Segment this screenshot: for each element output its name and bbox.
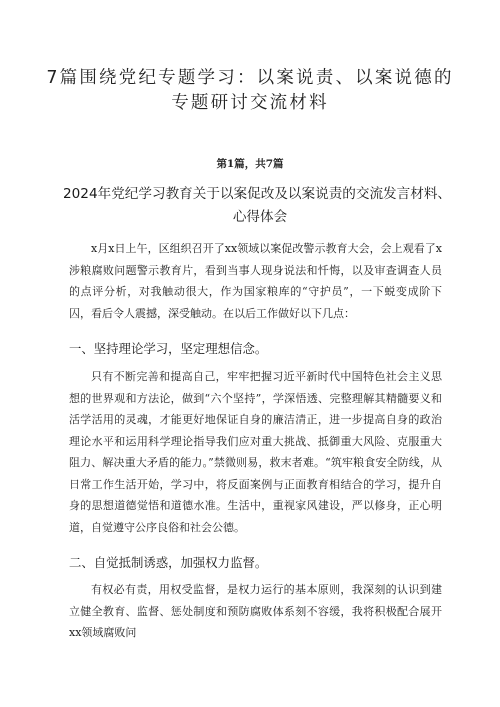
document-title: 7篇围绕党纪专题学习：以案说责、以案说德的专题研讨交流材料 <box>46 68 454 113</box>
paragraph-3: 有权必有责，用权受监督，是权力运行的基本原则，我深刻的认识到建立健全教育、监督、惩处制度和预防腐败体系刻不容缓，我将积极配合展开xx领域腐败问 <box>69 583 442 639</box>
section-title-line-1: 2024年党纪学习教育关于以案促改及以案说责的交流发言材料、 <box>63 186 452 202</box>
heading-1: 一、坚持理论学习，坚定理想信念。 <box>69 341 268 356</box>
heading-2: 二、自觉抵制诱惑，加强权力监督。 <box>69 555 268 570</box>
paragraph-2: 只有不断完善和提高自己，牢牢把握习近平新时代中国特色社会主义思想的世界观和方法论，做到“六个坚持”，学深悟透、完整理解其精髓要义和活学活用的灵魂，才能更好地保证自身的廉洁清正，进一步提高自身的政治理论水平和运用科学理论指导我们应对重大挑战、抵御重大风险、克服重大阻力、解决重大矛盾的能力。”禁微则易，救末者难。“筑牢粮食安全防线，从日常工作生活开始，学习中，将反面案例与正面教育相结合的学习，提升自身的思想道德觉悟和道德水准。生活中，重视家风建设，严以修身，正心明道，自觉遵守公序良俗和社会公德。 <box>69 370 442 534</box>
paragraph-intro: x月x日上午，区组织召开了xx领域以案促改警示教育大会，会上观看了x涉粮腐败问题警示教育片，看到当事人现身说法和忏悔，以及审查调查人员的点评分析，对我触动很大，作为国家粮库的“守护员”，一下蜕变成阶下囚，看后令人震撼，深受触动。在以后工作做好以下几点： <box>69 242 442 320</box>
part-label: 第1篇，共7篇 <box>216 158 284 170</box>
section-title-line-2: 心得体会 <box>232 209 288 225</box>
section-title <box>60 183 460 229</box>
